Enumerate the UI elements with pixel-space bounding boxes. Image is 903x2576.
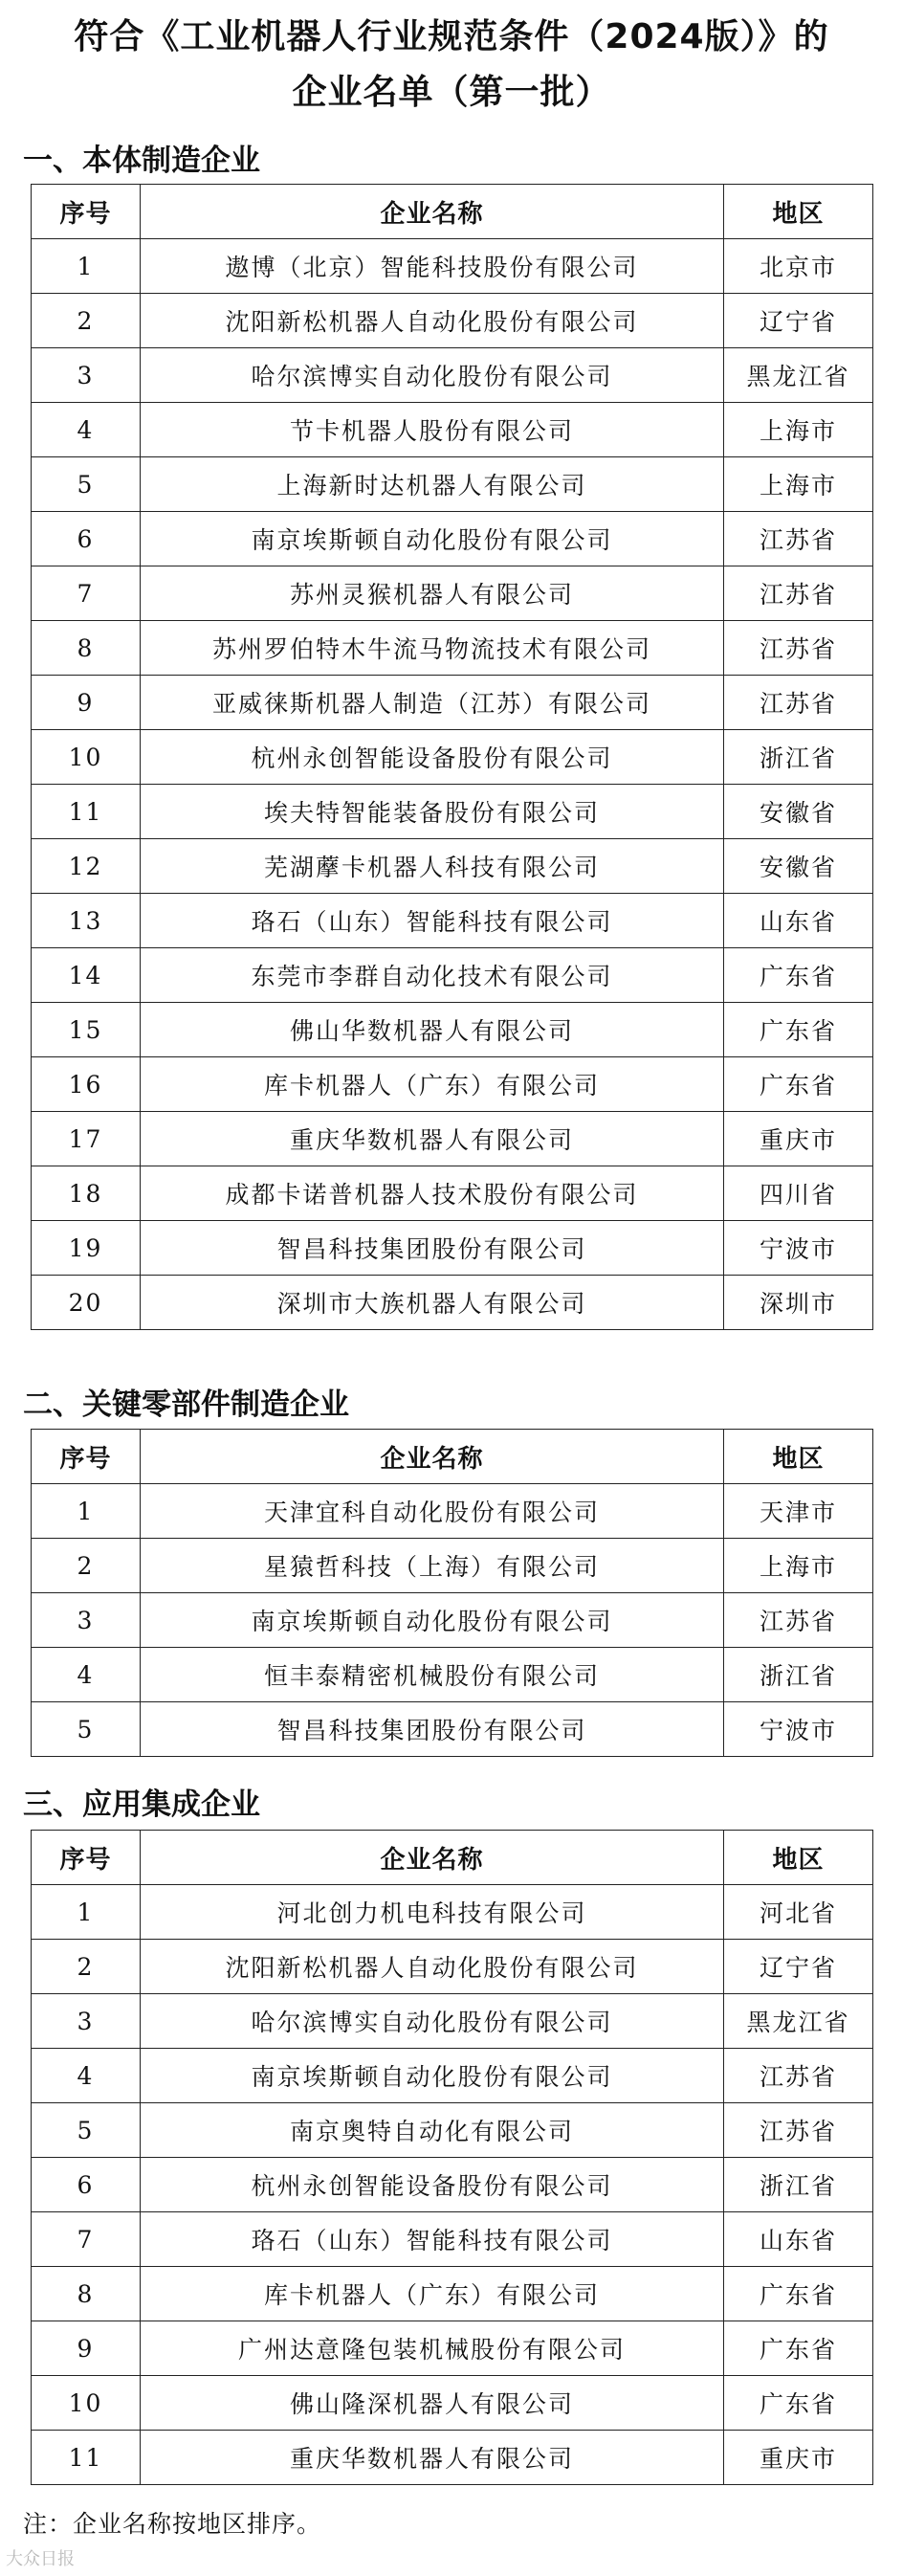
cell-company-name: 智昌科技集团股份有限公司 xyxy=(141,1221,724,1276)
cell-region: 重庆市 xyxy=(724,2431,873,2485)
cell-region: 宁波市 xyxy=(724,1221,873,1276)
column-header-no: 序号 xyxy=(32,1430,141,1484)
table-header-row xyxy=(32,1831,873,1885)
cell-company-name: 河北创力机电科技有限公司 xyxy=(141,1885,724,1940)
section-heading-integration: 三、应用集成企业 xyxy=(23,1788,260,1822)
cell-no: 8 xyxy=(32,621,141,676)
cell-company-name: 南京奥特自动化有限公司 xyxy=(141,2103,724,2158)
cell-region: 深圳市 xyxy=(724,1276,873,1330)
table-row xyxy=(32,621,873,676)
watermark: 大众日报 xyxy=(6,2549,75,2569)
table-row xyxy=(32,785,873,839)
table-row xyxy=(32,1112,873,1166)
cell-no: 11 xyxy=(32,785,141,839)
cell-company-name: 苏州灵猴机器人有限公司 xyxy=(141,566,724,621)
document-title-line-2: 企业名单（第一批） xyxy=(292,73,611,112)
table-row xyxy=(32,403,873,457)
table-row xyxy=(32,1166,873,1221)
cell-no: 5 xyxy=(32,457,141,512)
cell-region: 辽宁省 xyxy=(724,294,873,348)
table-row xyxy=(32,239,873,294)
table-integration xyxy=(31,1830,873,2485)
cell-no: 10 xyxy=(32,2376,141,2431)
cell-no: 11 xyxy=(32,2431,141,2485)
cell-no: 9 xyxy=(32,676,141,730)
column-header-region: 地区 xyxy=(724,185,873,239)
cell-no: 3 xyxy=(32,1593,141,1648)
cell-region: 江苏省 xyxy=(724,2049,873,2103)
cell-company-name: 杭州永创智能设备股份有限公司 xyxy=(141,730,724,785)
cell-no: 5 xyxy=(32,1702,141,1757)
cell-no: 16 xyxy=(32,1057,141,1112)
cell-region: 山东省 xyxy=(724,2212,873,2267)
cell-company-name: 哈尔滨博实自动化股份有限公司 xyxy=(141,1994,724,2049)
cell-company-name: 上海新时达机器人有限公司 xyxy=(141,457,724,512)
table-row xyxy=(32,1539,873,1593)
table-row xyxy=(32,1648,873,1702)
table-row xyxy=(32,566,873,621)
column-header-region: 地区 xyxy=(724,1430,873,1484)
table-row xyxy=(32,948,873,1003)
cell-region: 江苏省 xyxy=(724,566,873,621)
table-row xyxy=(32,894,873,948)
cell-company-name: 沈阳新松机器人自动化股份有限公司 xyxy=(141,1940,724,1994)
cell-region: 江苏省 xyxy=(724,512,873,566)
cell-company-name: 星猿哲科技（上海）有限公司 xyxy=(141,1539,724,1593)
cell-company-name: 芜湖藦卡机器人科技有限公司 xyxy=(141,839,724,894)
cell-no: 7 xyxy=(32,566,141,621)
column-header-name: 企业名称 xyxy=(141,185,724,239)
cell-no: 17 xyxy=(32,1112,141,1166)
table-row xyxy=(32,1221,873,1276)
cell-region: 江苏省 xyxy=(724,621,873,676)
cell-no: 2 xyxy=(32,1539,141,1593)
table-row xyxy=(32,730,873,785)
cell-company-name: 天津宜科自动化股份有限公司 xyxy=(141,1484,724,1539)
cell-region: 广东省 xyxy=(724,2267,873,2321)
table-body-manufacturers xyxy=(31,184,873,1330)
cell-region: 四川省 xyxy=(724,1166,873,1221)
cell-region: 广东省 xyxy=(724,948,873,1003)
cell-region: 广东省 xyxy=(724,1057,873,1112)
cell-no: 6 xyxy=(32,2158,141,2212)
table-row xyxy=(32,1702,873,1757)
table-key-components xyxy=(31,1429,873,1757)
cell-company-name: 南京埃斯顿自动化股份有限公司 xyxy=(141,512,724,566)
cell-region: 山东省 xyxy=(724,894,873,948)
footnote: 注：企业名称按地区排序。 xyxy=(23,2510,322,2538)
cell-company-name: 重庆华数机器人有限公司 xyxy=(141,2431,724,2485)
cell-no: 18 xyxy=(32,1166,141,1221)
table-row xyxy=(32,2212,873,2267)
column-header-region: 地区 xyxy=(724,1831,873,1885)
cell-region: 广东省 xyxy=(724,2376,873,2431)
cell-company-name: 珞石（山东）智能科技有限公司 xyxy=(141,2212,724,2267)
table-row xyxy=(32,1994,873,2049)
cell-no: 8 xyxy=(32,2267,141,2321)
cell-region: 上海市 xyxy=(724,1539,873,1593)
cell-region: 河北省 xyxy=(724,1885,873,1940)
cell-company-name: 南京埃斯顿自动化股份有限公司 xyxy=(141,2049,724,2103)
cell-no: 5 xyxy=(32,2103,141,2158)
cell-company-name: 遨博（北京）智能科技股份有限公司 xyxy=(141,239,724,294)
cell-region: 浙江省 xyxy=(724,2158,873,2212)
cell-company-name: 埃夫特智能装备股份有限公司 xyxy=(141,785,724,839)
column-header-no: 序号 xyxy=(32,185,141,239)
table-row xyxy=(32,512,873,566)
table-row xyxy=(32,2103,873,2158)
cell-company-name: 东莞市李群自动化技术有限公司 xyxy=(141,948,724,1003)
table-row xyxy=(32,457,873,512)
column-header-name: 企业名称 xyxy=(141,1430,724,1484)
table-row xyxy=(32,2321,873,2376)
cell-company-name: 珞石（山东）智能科技有限公司 xyxy=(141,894,724,948)
cell-no: 1 xyxy=(32,1885,141,1940)
cell-no: 4 xyxy=(32,1648,141,1702)
cell-no: 20 xyxy=(32,1276,141,1330)
table-row xyxy=(32,1940,873,1994)
table-row xyxy=(32,2267,873,2321)
table-row xyxy=(32,1593,873,1648)
cell-company-name: 佛山隆深机器人有限公司 xyxy=(141,2376,724,2431)
table-row xyxy=(32,2049,873,2103)
table-row xyxy=(32,676,873,730)
table-row xyxy=(32,2431,873,2485)
cell-company-name: 广州达意隆包装机械股份有限公司 xyxy=(141,2321,724,2376)
table-row xyxy=(32,348,873,403)
table-row xyxy=(32,839,873,894)
section-heading-body-manufacturers: 一、本体制造企业 xyxy=(23,144,260,178)
cell-region: 安徽省 xyxy=(724,785,873,839)
cell-region: 安徽省 xyxy=(724,839,873,894)
table-header-row xyxy=(32,1430,873,1484)
cell-region: 江苏省 xyxy=(724,2103,873,2158)
cell-region: 北京市 xyxy=(724,239,873,294)
cell-company-name: 重庆华数机器人有限公司 xyxy=(141,1112,724,1166)
cell-company-name: 亚威徕斯机器人制造（江苏）有限公司 xyxy=(141,676,724,730)
cell-no: 7 xyxy=(32,2212,141,2267)
cell-no: 3 xyxy=(32,348,141,403)
section-heading-key-components: 二、关键零部件制造企业 xyxy=(23,1388,349,1422)
table-row xyxy=(32,294,873,348)
cell-company-name: 杭州永创智能设备股份有限公司 xyxy=(141,2158,724,2212)
cell-no: 6 xyxy=(32,512,141,566)
cell-region: 江苏省 xyxy=(724,676,873,730)
table-row xyxy=(32,1003,873,1057)
cell-region: 浙江省 xyxy=(724,730,873,785)
cell-company-name: 南京埃斯顿自动化股份有限公司 xyxy=(141,1593,724,1648)
cell-region: 上海市 xyxy=(724,403,873,457)
cell-no: 3 xyxy=(32,1994,141,2049)
column-header-no: 序号 xyxy=(32,1831,141,1885)
cell-no: 1 xyxy=(32,239,141,294)
cell-company-name: 苏州罗伯特木牛流马物流技术有限公司 xyxy=(141,621,724,676)
cell-company-name: 库卡机器人（广东）有限公司 xyxy=(141,1057,724,1112)
cell-region: 浙江省 xyxy=(724,1648,873,1702)
table-row xyxy=(32,1484,873,1539)
cell-company-name: 节卡机器人股份有限公司 xyxy=(141,403,724,457)
cell-company-name: 智昌科技集团股份有限公司 xyxy=(141,1702,724,1757)
cell-region: 江苏省 xyxy=(724,1593,873,1648)
cell-no: 19 xyxy=(32,1221,141,1276)
cell-no: 15 xyxy=(32,1003,141,1057)
cell-company-name: 成都卡诺普机器人技术股份有限公司 xyxy=(141,1166,724,1221)
cell-company-name: 库卡机器人（广东）有限公司 xyxy=(141,2267,724,2321)
cell-company-name: 沈阳新松机器人自动化股份有限公司 xyxy=(141,294,724,348)
cell-company-name: 佛山华数机器人有限公司 xyxy=(141,1003,724,1057)
cell-region: 天津市 xyxy=(724,1484,873,1539)
cell-no: 12 xyxy=(32,839,141,894)
cell-region: 宁波市 xyxy=(724,1702,873,1757)
column-header-name: 企业名称 xyxy=(141,1831,724,1885)
cell-no: 1 xyxy=(32,1484,141,1539)
cell-no: 14 xyxy=(32,948,141,1003)
cell-company-name: 恒丰泰精密机械股份有限公司 xyxy=(141,1648,724,1702)
table-row xyxy=(32,2376,873,2431)
cell-no: 10 xyxy=(32,730,141,785)
cell-region: 广东省 xyxy=(724,1003,873,1057)
table-row xyxy=(32,1885,873,1940)
cell-no: 2 xyxy=(32,294,141,348)
table-header-row xyxy=(32,185,873,239)
cell-no: 13 xyxy=(32,894,141,948)
cell-region: 上海市 xyxy=(724,457,873,512)
cell-region: 黑龙江省 xyxy=(724,348,873,403)
cell-no: 4 xyxy=(32,2049,141,2103)
cell-company-name: 深圳市大族机器人有限公司 xyxy=(141,1276,724,1330)
cell-no: 2 xyxy=(32,1940,141,1994)
cell-region: 辽宁省 xyxy=(724,1940,873,1994)
document-title-line-1: 符合《工业机器人行业规范条件（2024版）》的 xyxy=(74,17,829,56)
table-row xyxy=(32,1276,873,1330)
cell-region: 重庆市 xyxy=(724,1112,873,1166)
table-row xyxy=(32,2158,873,2212)
table-row xyxy=(32,1057,873,1112)
cell-no: 4 xyxy=(32,403,141,457)
cell-company-name: 哈尔滨博实自动化股份有限公司 xyxy=(141,348,724,403)
cell-region: 黑龙江省 xyxy=(724,1994,873,2049)
cell-no: 9 xyxy=(32,2321,141,2376)
cell-region: 广东省 xyxy=(724,2321,873,2376)
